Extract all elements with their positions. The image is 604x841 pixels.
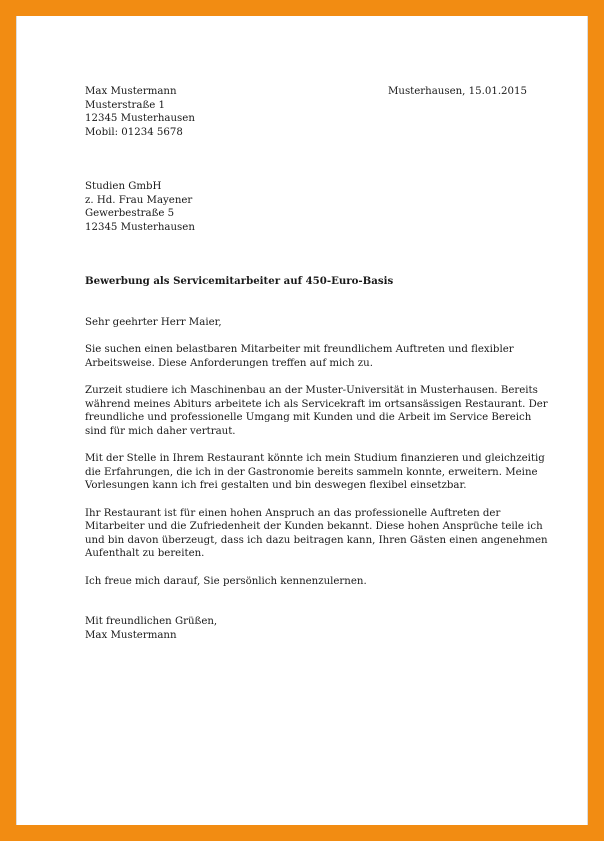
sender-street: Musterstraße 1 bbox=[85, 99, 166, 111]
paragraph-line: Vorlesungen kann ich frei gestalten und bin deswegen flexibel einsetzbar. bbox=[85, 480, 467, 491]
closing-signature-name: Max Mustermann bbox=[85, 629, 177, 641]
recipient-company: Studien GmbH bbox=[85, 181, 162, 192]
paragraph-line: Aufenthalt zu bereiten. bbox=[85, 548, 205, 559]
recipient-attention: z. Hd. Frau Mayener bbox=[85, 194, 193, 206]
letter-subject: Bewerbung als Servicemitarbeiter auf 450-Euro-Basis bbox=[85, 275, 394, 287]
recipient-block bbox=[85, 180, 527, 234]
application-letter bbox=[85, 85, 548, 642]
paragraph-line: Ich freue mich darauf, Sie persönlich kennenzulernen. bbox=[85, 575, 367, 587]
sender-name: Max Mustermann bbox=[85, 86, 177, 97]
recipient-city: 12345 Musterhausen bbox=[85, 221, 195, 233]
paragraph-line: Zurzeit studiere ich Maschinenbau an der Muster-Universität in Musterhausen. Bereits bbox=[85, 385, 538, 396]
sender-block bbox=[85, 85, 527, 139]
sender-city: 12345 Musterhausen bbox=[85, 113, 195, 124]
paragraph-line: Mitarbeiter und die Zufriedenheit der Kunden bekannt. Diese hohen Ansprüche teile ich bbox=[85, 521, 543, 532]
paragraph-3 bbox=[85, 452, 545, 493]
paragraph-5 bbox=[85, 575, 527, 589]
paragraph-line: Mit der Stelle in Ihrem Restaurant könnte ich mein Studium finanzieren und gleichzeitig bbox=[85, 453, 545, 464]
paragraph-line: Arbeitsweise. Diese Anforderungen treffen auf mich zu. bbox=[85, 357, 373, 369]
paragraph-1 bbox=[85, 343, 527, 370]
letter-date: Musterhausen, 15.01.2015 bbox=[387, 86, 527, 97]
paragraph-4 bbox=[85, 507, 548, 561]
paragraph-line: sind für mich daher vertraut. bbox=[85, 425, 236, 437]
paragraph-line: während meines Abiturs arbeitete ich als Servicekraft im ortsansässigen Restaurant. Der bbox=[85, 398, 548, 410]
sender-phone: Mobil: 01234 5678 bbox=[85, 126, 183, 138]
closing-block bbox=[85, 615, 527, 642]
salutation: Sehr geehrter Herr Maier, bbox=[85, 316, 222, 328]
paragraph-line: Ihr Restaurant ist für einen hohen Anspruch an das professionelle Auftreten der bbox=[85, 507, 501, 519]
recipient-street: Gewerbestraße 5 bbox=[85, 208, 175, 219]
paragraph-line: freundliche und professionelle Umgang mit Kunden und die Arbeit im Service Bereich bbox=[85, 412, 532, 423]
paragraph-line: Sie suchen einen belastbaren Mitarbeiter mit freundlichem Auftreten und flexibler bbox=[85, 344, 514, 355]
paragraph-line: die Erfahrungen, die ich in der Gastronomie bereits sammeln konnte, erweitern. Meine bbox=[85, 466, 538, 478]
closing-greeting: Mit freundlichen Grüßen, bbox=[85, 616, 218, 627]
paragraph-2 bbox=[85, 384, 548, 438]
paragraph-line: und bin davon überzeugt, dass ich dazu beitragen kann, Ihren Gästen einen angenehmen bbox=[85, 534, 548, 546]
